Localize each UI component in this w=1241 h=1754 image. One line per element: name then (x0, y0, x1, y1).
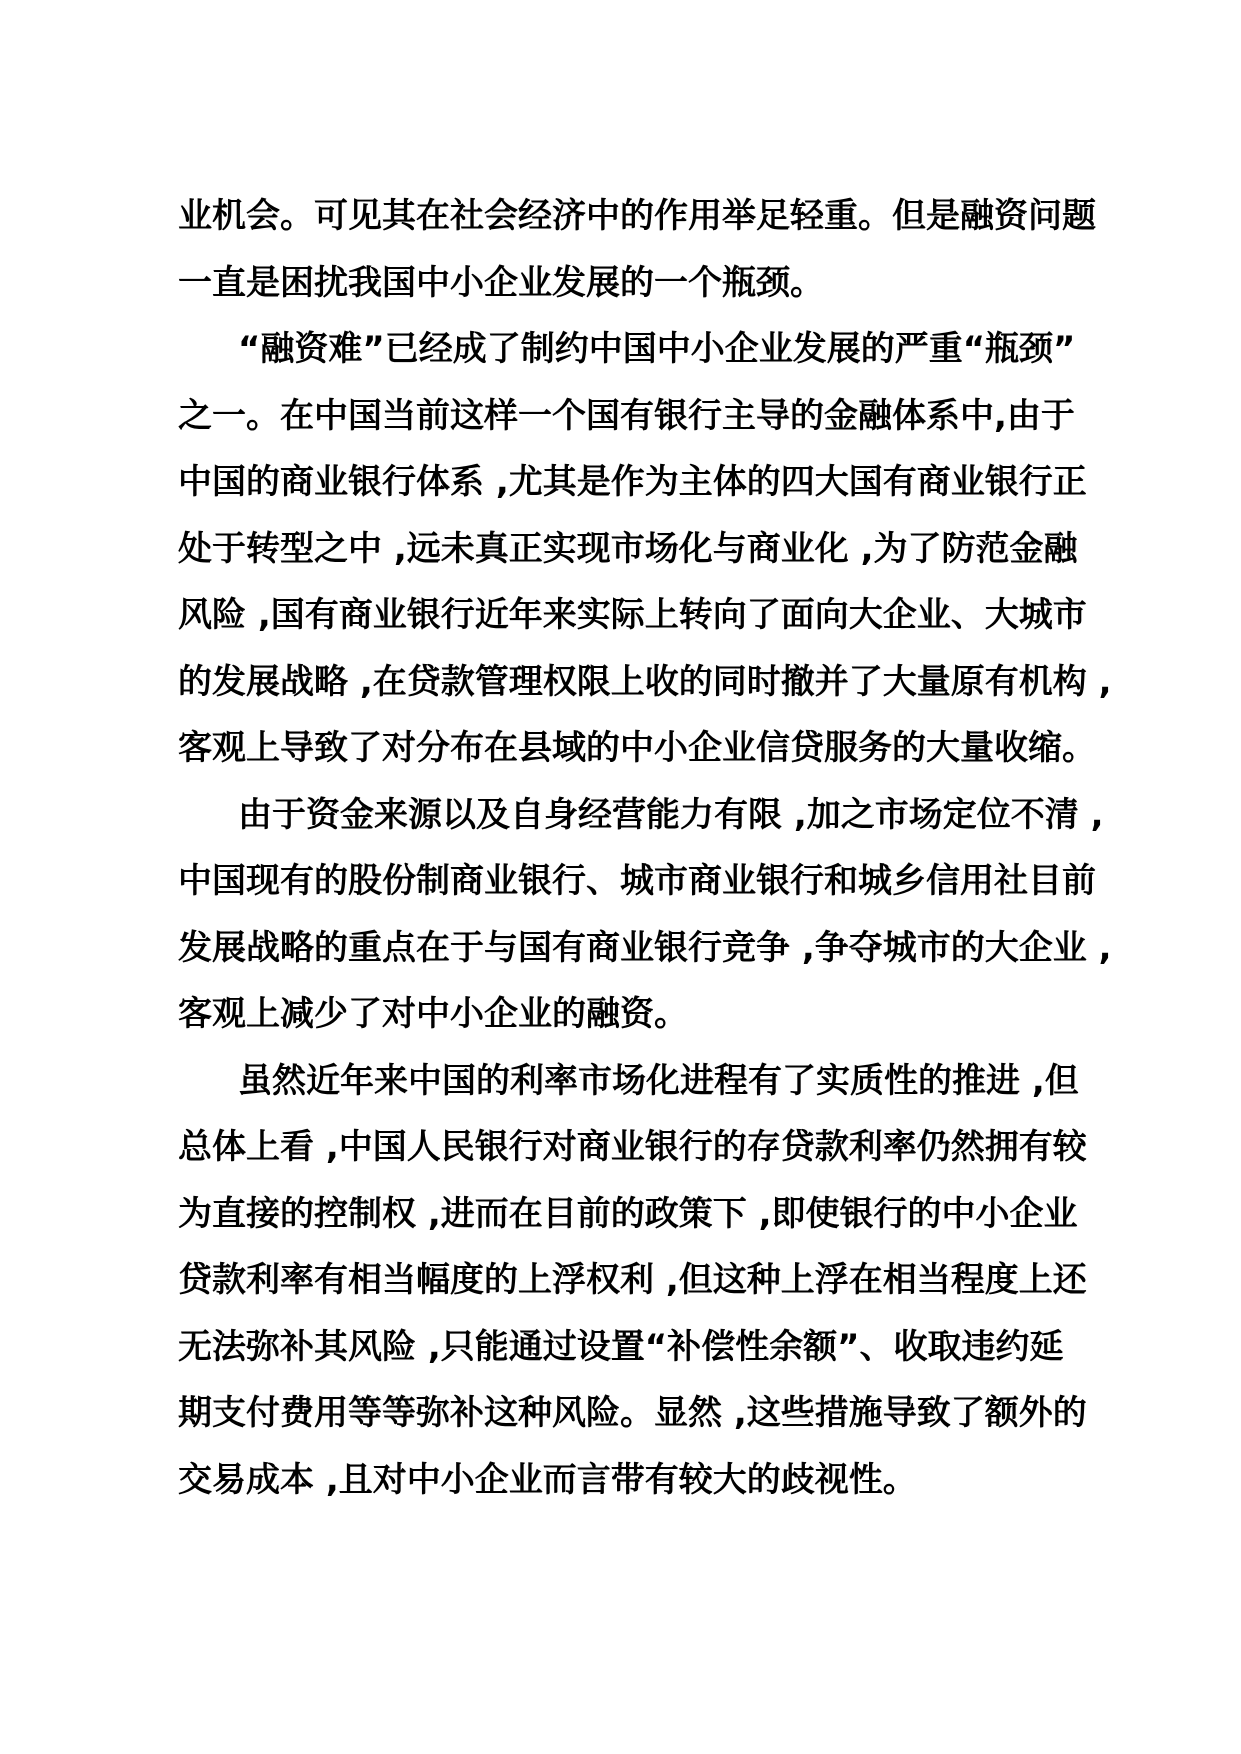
text-line: 处于转型之中 ,远未真正实现市场化与商业化 ,为了防范金融 (178, 528, 1078, 569)
text-line: 一直是困扰我国中小企业发展的一个瓶颈。 (178, 262, 824, 303)
text-line: 为直接的控制权 ,进而在目前的政策下 ,即使银行的中小企业 (178, 1193, 1078, 1234)
text-line: 中国现有的股份制商业银行、城市商业银行和城乡信用社目前 (178, 861, 1096, 901)
text-line: 的发展战略 ,在贷款管理权限上收的同时撤并了大量原有机构 , (178, 661, 1112, 702)
text-line: 交易成本 ,且对中小企业而言带有较大的歧视性。 (178, 1459, 917, 1500)
text-line: 总体上看 ,中国人民银行对商业银行的存贷款利率仍然拥有较 (178, 1127, 1087, 1167)
text-line: 业机会。可见其在社会经济中的作用举足轻重。但是融资问题 (178, 196, 1096, 236)
text-line: 期支付费用等等弥补这种风险。显然 ,这些措施导致了额外的 (178, 1393, 1087, 1433)
text-line: 无法弥补其风险 ,只能通过设置“补偿性余额”、收取违约延 (178, 1326, 1064, 1367)
paragraph-first-line: “融资难”已经成了制约中国中小企业发展的严重“瓶颈” (238, 329, 1076, 369)
text-line: 中国的商业银行体系 ,尤其是作为主体的四大国有商业银行正 (178, 462, 1087, 502)
text-line: 贷款利率有相当幅度的上浮权利 ,但这种上浮在相当程度上还 (178, 1260, 1087, 1300)
text-line: 客观上导致了对分布在县域的中小企业信贷服务的大量收缩。 (178, 728, 1096, 768)
text-line: 发展战略的重点在于与国有商业银行竞争 ,争夺城市的大企业 , (178, 927, 1112, 968)
text-line: 客观上减少了对中小企业的融资。 (178, 994, 688, 1034)
paragraph-first-line: 虽然近年来中国的利率市场化进程有了实质性的推进 ,但 (238, 1060, 1079, 1101)
body-text (178, 183, 1112, 1513)
paragraph-first-line: 由于资金来源以及自身经营能力有限 ,加之市场定位不清 , (238, 794, 1104, 835)
text-line: 风险 ,国有商业银行近年来实际上转向了面向大企业、大城市 (178, 595, 1087, 635)
text-line: 之一。在中国当前这样一个国有银行主导的金融体系中,由于 (178, 395, 1075, 436)
